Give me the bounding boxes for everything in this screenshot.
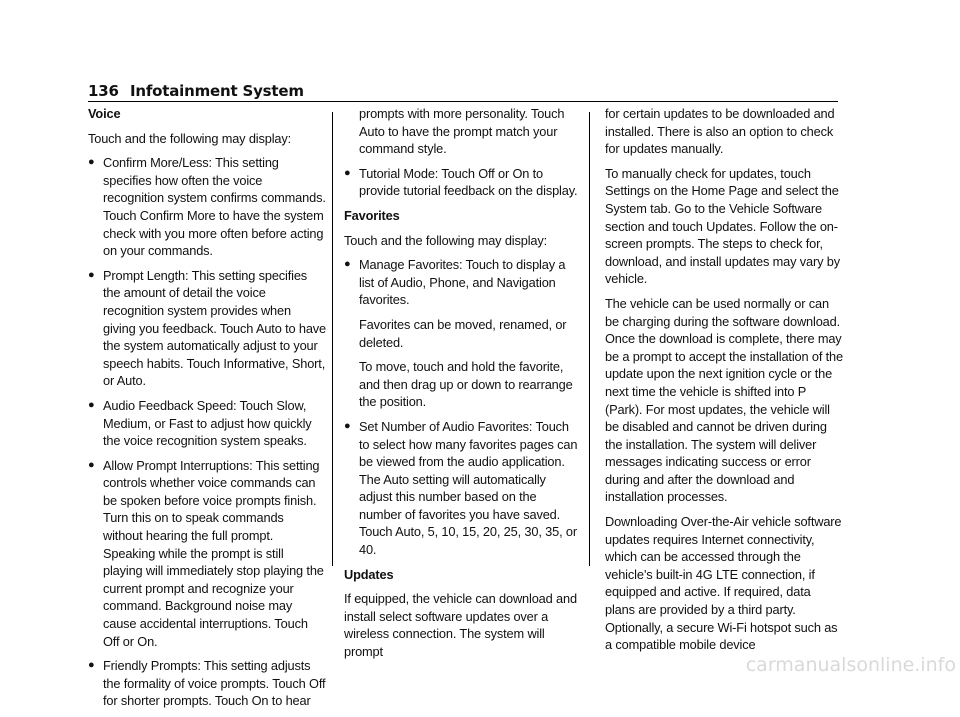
list-item [88,397,326,450]
list-item-text: Audio Feedback Speed: Touch Slow, Medium, or Fast to adjust how quickly the voice recognition system speaks. [103,397,312,449]
section-heading-favorites: Favorites [344,207,400,223]
bullet-icon: ● [344,258,351,271]
page-title: Infotainment System [130,82,304,100]
header-rule [88,101,838,102]
bullet-icon: ● [88,268,95,281]
sub-paragraph: To move, touch and hold the favorite, and then drag up or down to rearrange the position. [359,359,573,410]
column-1 [88,105,326,717]
section-heading-voice: Voice [88,106,121,121]
list-item [88,267,326,390]
list-item [344,418,582,559]
list-item-text: Prompt Length: This setting specifies the amount of detail the voice recognition system provides when giving you feedback. Touch Auto to have the system automatically adjust to your speech habits. Touch Informative, Short, or Auto. [103,267,327,389]
column-3 [605,105,843,661]
bullet-icon: ● [88,398,95,411]
list-item [344,256,582,309]
list-item-text: Allow Prompt Interruptions: This setting controls whether voice commands can be spoken before voice prompts finish. Turn this on to speak commands without hearing the full prompt. Speaking while the prompt is still playing will immediately stop playing the current prompt and recognize your command. Background noise may cause accidental interruptions. Touch Off or On. [103,457,324,649]
bullet-icon: ● [88,156,95,169]
list-item-text: Tutorial Mode: Touch Off or On to provide tutorial feedback on the display. [359,165,578,199]
updates-text: If equipped, the vehicle can download and install select software updates over a wireless connection. The system will prompt [344,591,577,660]
page-number: 136 [88,82,119,100]
column-divider [332,112,333,566]
sub-paragraph: Favorites can be moved, renamed, or deleted. [359,316,567,350]
bullet-icon: ● [88,659,95,672]
list-item-text: Manage Favorites: Touch to display a list of Audio, Phone, and Navigation favorites. [359,257,566,308]
list-item [344,165,582,200]
bullet-icon: ● [344,419,351,432]
paragraph: To manually check for updates, touch Settings on the Home Page and select the System tab. Go to the Vehicle Software section and touch Updates. Follow the on-screen prompts. The steps to check for, download, and install updates may vary by vehicle. [605,165,840,287]
bullet-icon: ● [344,166,351,179]
column-divider [589,112,590,566]
list-item-text: Friendly Prompts: This setting adjusts the formality of voice prompts. Touch Off for shorter prompts. Touch On to hear [103,658,326,709]
favorites-intro: Touch and the following may display: [344,232,548,248]
list-item-text: Set Number of Audio Favorites: Touch to select how many favorites pages can be viewed from the audio application. The Auto setting will automatically adjust this number based on the number of favorites you have saved. Touch Auto, 5, 10, 15, 20, 25, 30, 35, or 40. [359,418,578,558]
voice-intro: Touch and the following may display: [88,130,292,146]
bullet-icon: ● [88,458,95,471]
watermark-text: carmanualsonline.info [745,654,956,676]
list-item-text: Confirm More/Less: This setting specifies how often the voice recognition system confirms commands. Touch Confirm More to have the system check with you more often before acting on your commands. [103,155,326,259]
page-header [88,82,304,100]
paragraph: The vehicle can be used normally or can be charging during the software download. Once the download is complete, there may be a prompt to accept the installation of the update upon the next ignition cycle or the next time the vehicle is shifted into P (Park). For most updates, the vehicle will be disabled and cannot be driven during the installation. The system will deliver messages indicating success or error during and after the download and installation processes. [605,295,843,505]
column-2 [344,105,582,668]
list-item [88,457,326,651]
section-heading-updates: Updates [344,566,394,582]
paragraph: for certain updates to be downloaded and installed. There is also an option to check for updates manually. [605,106,835,157]
paragraph: Downloading Over-the-Air vehicle software updates requires Internet connectivity, which can be accessed through the vehicle’s built-in 4G LTE connection, if equipped and active. If required, data plans are provided by a third party. Optionally, a secure Wi-Fi hotspot such as a compatible mobile device [605,514,842,653]
list-item [88,154,326,260]
continuation-text: prompts with more personality. Touch Auto to have the prompt match your command style. [359,106,565,157]
list-item [88,657,326,710]
